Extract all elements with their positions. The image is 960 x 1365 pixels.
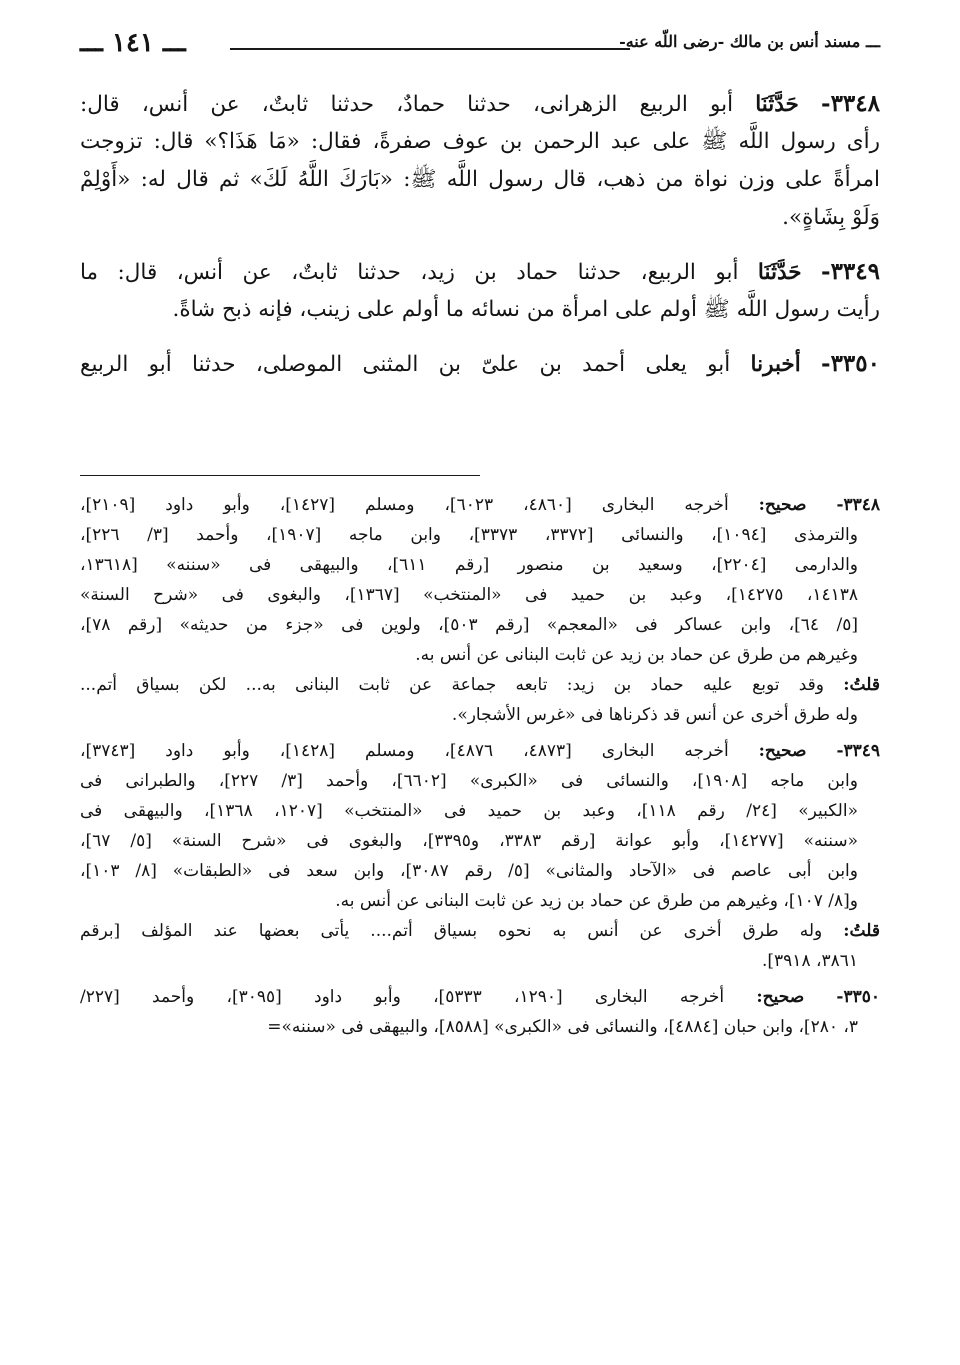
footnote-line: «الكبير» [٢٤/ رقم ١١٨]، وعبد بن حميد فى «المنتخب» [١٢٠٧، ١٣٦٨]، والبيهقى فى	[80, 801, 858, 821]
remark-line: ٣٨٦١، ٣٩١٨].	[762, 951, 858, 971]
footnote-text: أخرجه البخارى [٤٨٧٣، ٤٨٧٦]، ومسلم [١٤٢٨]، وأبو داود [٣٧٤٣]،	[80, 741, 729, 761]
remark-line	[80, 670, 880, 700]
hadith-line: وَلَوْ بِشَاةٍ».	[782, 205, 880, 230]
hadith-line	[80, 253, 880, 291]
footnote-separator	[80, 475, 480, 476]
hadith-3348	[80, 85, 880, 237]
hadith-number: ٣٣٤٨-	[821, 90, 880, 117]
hadith-line: رأى رسول اللَّه ﷺ على عبد الرحمن بن عوف صفرةً، فقال: «مَا هَذَا؟» قال: تزوجت	[80, 129, 880, 154]
hadith-number: ٣٣٥٠-	[821, 350, 880, 377]
running-header	[80, 30, 880, 66]
footnote-line: ٣، ٢٨٠]، وابن حبان [٤٨٨٤]، والنسائى فى «الكبرى» [٨٥٨٨]، والبيهقى فى «سننه»=	[267, 1017, 858, 1037]
footnote-line: وابن ماجه [١٩٠٨]، والنسائى فى «الكبرى» [٦٦٠٢]، وأحمد [٣/ ٢٢٧]، والطبرانى فى	[80, 771, 858, 791]
hadith-line: امرأةً على وزن نواة من ذهب، قال رسول اللَّه ﷺ: «بَارَكَ اللَّهُ لَكَ» ثم قال له: «أَوْلِمْ	[80, 167, 880, 192]
header-rule	[230, 48, 630, 50]
hadith-line	[80, 345, 880, 383]
footnote-line	[80, 490, 880, 520]
hadith-text: أبو الربيع الزهرانى، حدثنا حمادٌ، حدثنا ثابتٌ، عن أنس، قال:	[80, 92, 734, 117]
remark-line	[80, 916, 880, 946]
footnote-number: ٣٣٥٠-	[836, 987, 881, 1007]
main-text	[80, 85, 880, 399]
remark-label: قلتُ:	[843, 675, 881, 695]
grade-label: صحيح:	[758, 495, 807, 515]
page-number: ـــ ١٤١ ـــ	[80, 28, 186, 58]
hadith-line	[80, 85, 880, 123]
footnote-line	[80, 982, 880, 1012]
footnote-3350	[80, 982, 880, 1042]
footnote-number: ٣٣٤٨-	[836, 495, 881, 515]
remark-line: وله طرق أخرى عن أنس قد ذكرناها فى «غرس الأشجار».	[451, 705, 858, 725]
footnote-3348	[80, 490, 880, 730]
hadith-text: أبو يعلى أحمد بن علىّ بن المثنى الموصلى، حدثنا أبو الربيع	[80, 352, 731, 377]
header-title: ـــ مسند أنس بن مالك -رضى اللّه عنه-	[619, 32, 880, 51]
hadith-number: ٣٣٤٩-	[821, 258, 880, 285]
footnote-line	[80, 736, 880, 766]
hadith-text: أبو الربيع، حدثنا حماد بن زيد، حدثنا ثابتٌ، عن أنس، قال: ما	[80, 260, 739, 285]
footnote-line: والترمذى [١٠٩٤]، والنسائى [٣٣٧٢، ٣٣٧٣]، وابن ماجه [١٩٠٧]، وأحمد [٣/ ٢٢٦]،	[80, 525, 858, 545]
grade-label: صحيح:	[756, 987, 805, 1007]
footnote-line: والدارمى [٢٢٠٤]، وسعيد بن منصور [رقم ٦١١]، والبيهقى فى «سننه» [١٣٦١٨،	[80, 555, 859, 575]
remark-label: قلتُ:	[843, 921, 880, 941]
footnote-line: وابن أبى عاصم فى «الآحاد والمثانى» [٥/ رقم ٣٠٨٧]، وابن سعد فى «الطبقات» [٨/ ١٠٣]،	[80, 861, 858, 881]
footnote-line: «سننه» [١٤٢٧٧]، وأبو عوانة [رقم ٣٣٨٣، و٣٣٩٥]، والبغوى فى «شرح السنة» [٥/ ٦٧]،	[80, 831, 858, 851]
footnote-number: ٣٣٤٩-	[836, 741, 881, 761]
footnote-text: أخرجه البخارى [١٢٩٠، ٥٣٣٣]، وأبو داود [٣٠٩٥]، وأحمد [٢٢٧/	[80, 987, 725, 1007]
remark-text: وله طرق أخرى عن أنس به نحوه بسياق أتم.... يأتى بعضها عند المؤلف [برقم	[80, 921, 823, 941]
footnote-line: [٥/ ٦٤]، وابن عساكر فى «المعجم» [رقم ٥٠٣]، ولوين فى «جزء من حديثه» [رقم ٧٨]،	[80, 615, 858, 635]
footnote-3349	[80, 736, 880, 976]
footnote-line: وغيرهم من طرق عن حماد بن زيد عن ثابت البنانى عن أنس به.	[415, 645, 858, 665]
hadith-lead-word: حَدَّثَنَا	[757, 260, 802, 285]
footnote-text: أخرجه البخارى [٤٨٦٠، ٦٠٢٣]، ومسلم [١٤٢٧]، وأبو داود [٢١٠٩]،	[80, 495, 729, 515]
remark-text: وقد توبع عليه حماد بن زيد: تابعه جماعة عن ثابت البنانى به... لكن بسياق أتم...	[80, 675, 824, 695]
hadith-line: رأيت رسول اللَّه ﷺ أولم على امرأة من نسائه ما أولم على زينب، فإنه ذبح شاةً.	[172, 297, 880, 322]
footnote-line: و[٨/ ١٠٧]، وغيرهم من طرق عن حماد بن زيد عن ثابت البنانى عن أنس به.	[335, 891, 858, 911]
grade-label: صحيح:	[758, 741, 807, 761]
hadith-lead-word: حَدَّثَنَا	[755, 92, 799, 117]
footnote-line: ١٤١٣٨، ١٤٢٧٥]، وعبد بن حميد فى «المنتخب» [١٣٦٧]، والبغوى فى «شرح السنة»	[80, 585, 858, 605]
footnotes	[80, 490, 880, 1048]
hadith-3349	[80, 253, 880, 329]
hadith-lead-word: أخبرنا	[750, 352, 801, 377]
hadith-3350	[80, 345, 880, 383]
